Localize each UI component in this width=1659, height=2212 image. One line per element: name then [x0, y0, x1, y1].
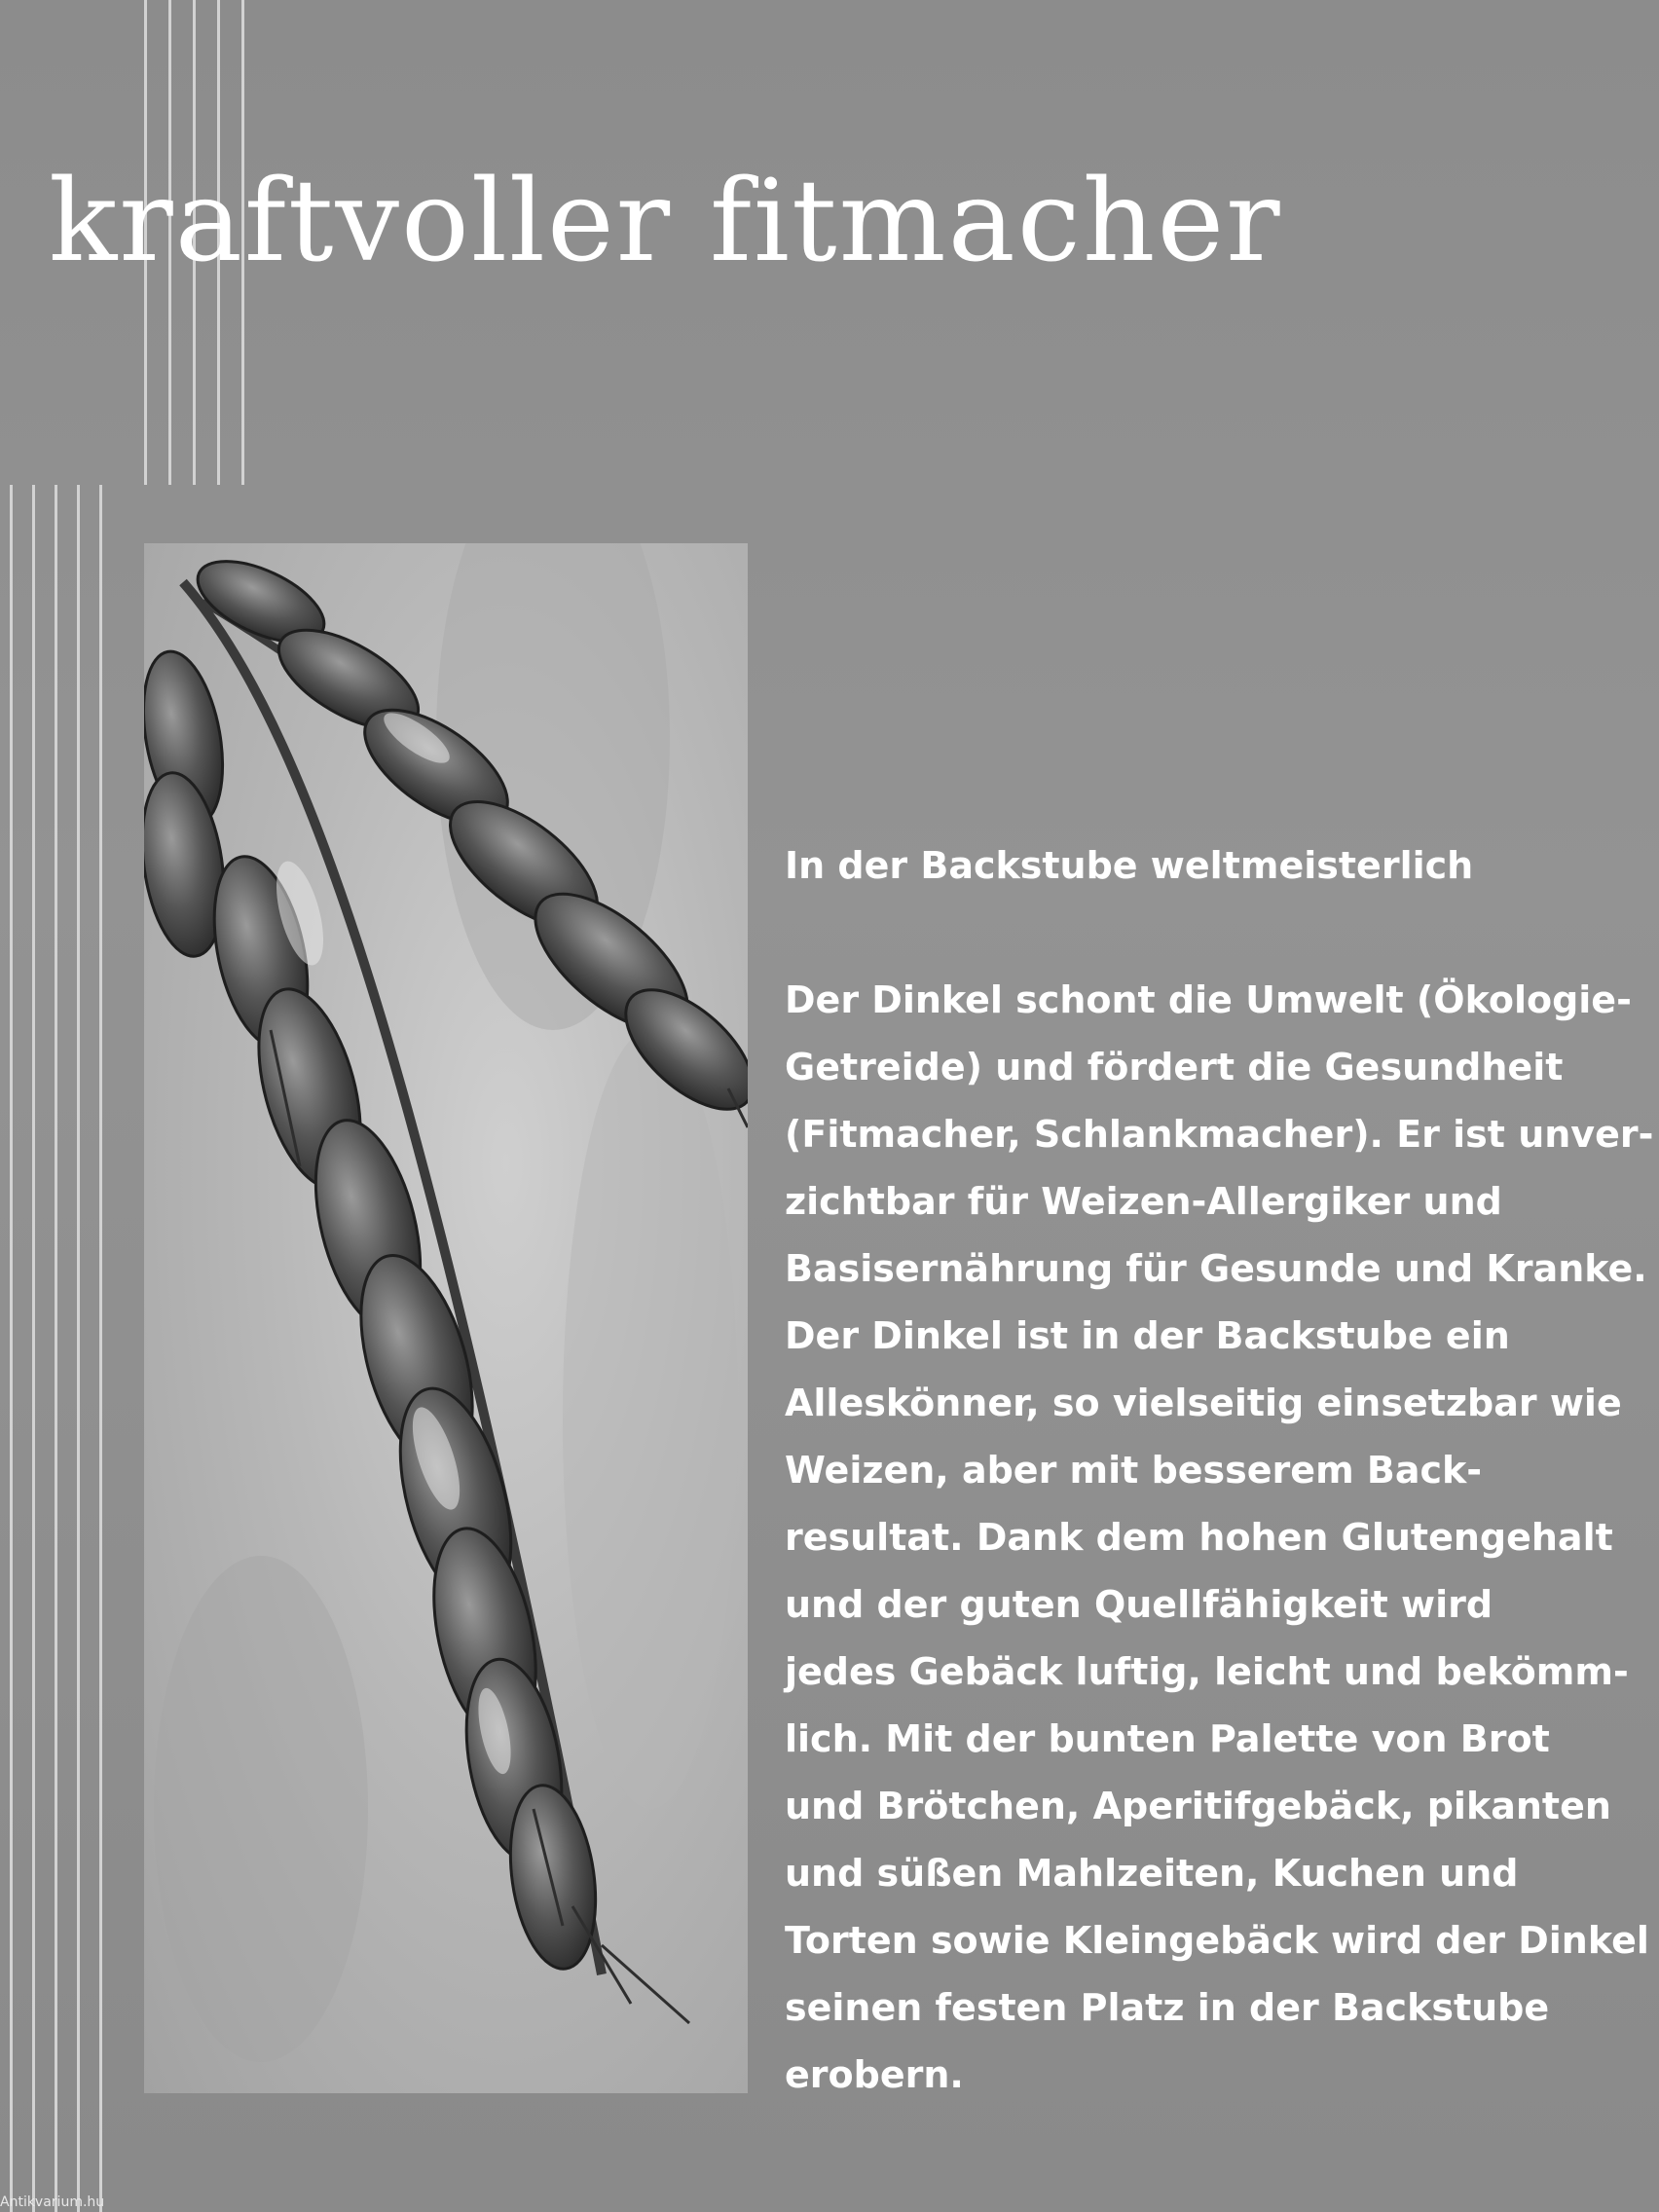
body-line: Der Dinkel ist in der Backstube ein: [785, 1314, 1510, 1357]
body-line: Torten sowie Kleingebäck wird der Dinkel: [785, 1919, 1649, 1962]
body-line: Alleskönner, so vielseitig einsetzbar wie: [785, 1382, 1622, 1424]
body-line: (Fitmacher, Schlankmacher). Er ist unver-: [785, 1113, 1654, 1156]
body-line: jedes Gebäck luftig, leicht und bekömm-: [785, 1650, 1629, 1693]
body-line: Basisernährung für Gesunde und Kranke.: [785, 1247, 1647, 1290]
body-line: und Brötchen, Aperitifgebäck, pikanten: [785, 1785, 1611, 1827]
spelt-ear-photo: [144, 543, 748, 2093]
body-line: zichtbar für Weizen-Allergiker und: [785, 1180, 1502, 1223]
body-line: erobern.: [785, 2053, 964, 2096]
body-line: und süßen Mahlzeiten, Kuchen und: [785, 1852, 1519, 1895]
article-subheading: In der Backstube weltmeisterlich: [785, 844, 1474, 887]
body-line: Der Dinkel schont die Umwelt (Ökologie-: [785, 978, 1632, 1021]
watermark: Antikvarium.hu: [0, 2194, 105, 2210]
body-line: seinen festen Platz in der Backstube: [785, 1986, 1550, 2029]
body-line: Weizen, aber mit besserem Back-: [785, 1449, 1483, 1492]
body-line: resultat. Dank dem hohen Glutengehalt: [785, 1516, 1613, 1559]
decorative-lines-left: [10, 485, 102, 2212]
body-line: Getreide) und fördert die Gesundheit: [785, 1046, 1564, 1088]
body-line: lich. Mit der bunten Palette von Brot: [785, 1717, 1550, 1760]
page-title: kraftvoller fitmacher: [49, 156, 1282, 287]
spelt-ear-illustration: [144, 543, 748, 2093]
body-line: und der guten Quellfähigkeit wird: [785, 1583, 1493, 1626]
article-text: [785, 832, 1654, 2109]
